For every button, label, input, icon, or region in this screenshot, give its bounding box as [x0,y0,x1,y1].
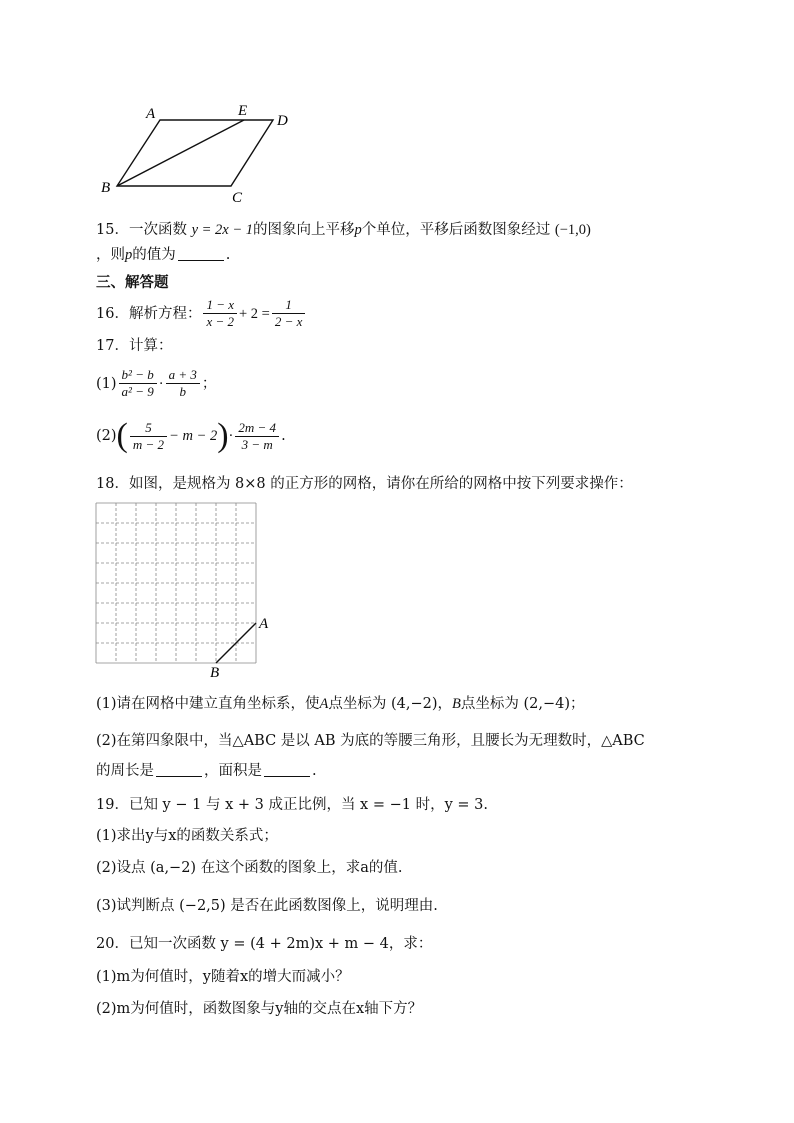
label-a: A [146,106,156,122]
question-20-part2: (2)m为何值时，函数图象与y轴的交点在x轴下方？ [96,1001,423,1017]
label-c: C [232,190,243,205]
q17-number: 17． [96,338,129,354]
q17-p1-fraction-1: $\frac{\text{b² − b}}{\text{a² − 9}}$ [119,367,157,400]
q15-equation: y = 2x − 1 [191,222,254,238]
question-17-part2: (2) ( $\frac{5}{m - 2}$ − m − 2 ) · $\frac{2m - 4}{3 - m}$ . [96,417,286,454]
q20-number: 20． [96,936,129,952]
grid-label-a: A [259,616,269,632]
question-20-part1: (1)m为何值时，y随着x的增大而减小？ [96,969,350,985]
question-18-part2-line1: (2)在第四象限中，当△ABC 是以 AB 为底的等腰三角形，且腰长为无理数时，△ABC [96,733,645,749]
question-15-line1: 15．一次函数 y = 2x − 1的图象向上平移p个单位，平移后函数图象经过 (−1,0) [96,222,591,238]
parallelogram-figure [96,100,296,205]
question-18-part1: (1)请在网格中建立直角坐标系，使A点坐标为 (4,−2)，B点坐标为 (2,−4)； [96,696,585,712]
grid-figure [90,500,280,686]
q18-number: 18． [96,476,129,492]
parallelogram-shape [117,120,273,186]
segment-be [117,120,244,186]
question-19: 19．已知 y − 1 与 x + 3 成正比例，当 x = −1 时，y = 3. [96,797,488,813]
label-d: D [277,113,288,129]
grid-label-b: B [210,665,220,681]
question-19-part3: (3)试判断点 (−2,5) 是否在此函数图像上，说明理由. [96,898,438,914]
question-19-part2: (2)设点 (a,−2) 在这个函数的图象上，求a的值. [96,860,403,876]
question-15-line2: ，则p的值为 . [96,247,231,263]
label-b: B [101,180,111,196]
question-16: 16． 解析方程： $\frac{1 - x}{x - 2}$ + 2 = $\frac{1}{2 - x}$ [96,297,307,330]
q15-point: (−1,0) [554,222,591,238]
q17-p1-fraction-2: $\frac{a + 3}{b}$ [166,367,200,400]
q16-number: 16． [96,305,129,322]
question-18: 18．如图，是规格为 8×8 的正方形的网格，请你在所给的网格中按下列要求操作： [96,476,633,492]
q19-number: 19． [96,797,129,813]
question-17-part1: (1) $\frac{\text{b² − b}}{\text{a² − 9}}$ · $\frac{a + 3}{b}$ ； [96,367,217,399]
question-20: 20．已知一次函数 y = (4 + 2m)x + m − 4，求： [96,936,433,952]
question-19-part1: (1)求出y与x的函数关系式； [96,828,278,844]
q16-fraction-1: $\frac{1 - x}{x - 2}$ [203,297,237,330]
q18-perimeter-blank [156,762,202,777]
q15-number: 15． [96,222,129,238]
grid-lines [96,503,256,663]
q18-area-blank [264,762,310,777]
q16-fraction-2: $\frac{1}{2 - x}$ [272,297,306,330]
label-e: E [238,103,248,119]
section-title: 三、解答题 [96,275,169,291]
question-17: 17．计算： [96,338,173,354]
question-18-part2-line2: 的周长是 ，面积是 . [96,763,317,779]
q15-answer-blank [178,246,224,261]
q17-p2-fraction-1: $\frac{5}{m - 2}$ [130,420,167,453]
q17-p2-fraction-2: $\frac{2m - 4}{3 - m}$ [235,420,279,453]
